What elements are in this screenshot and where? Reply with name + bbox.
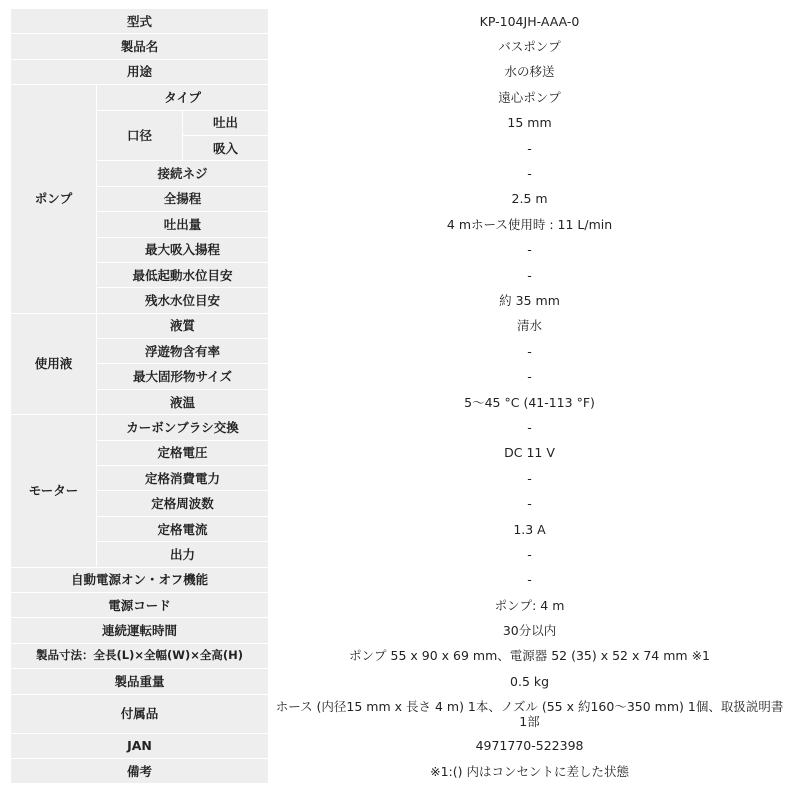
table-row (11, 643, 791, 668)
discharge-label: 吐出 (183, 110, 269, 135)
frequency-value: - (269, 491, 791, 516)
remarks-label: 備考 (11, 758, 269, 783)
total-head-label: 全揚程 (97, 186, 269, 211)
table-row (11, 9, 791, 34)
diameter-label: 口径 (97, 110, 183, 161)
frequency-label: 定格周波数 (97, 491, 269, 516)
weight-value: 0.5 kg (269, 669, 791, 694)
liquid-quality-value: 清水 (269, 313, 791, 338)
max-solid-label: 最大固形物サイズ (97, 364, 269, 389)
current-label: 定格電流 (97, 516, 269, 541)
discharge-value: 15 mm (269, 110, 791, 135)
thread-label: 接続ネジ (97, 161, 269, 186)
suspended-label: 浮遊物含有率 (97, 339, 269, 364)
table-row (11, 694, 791, 733)
weight-label: 製品重量 (11, 669, 269, 694)
table-row (11, 288, 791, 313)
table-row (11, 618, 791, 643)
residual-level-label: 残水水位目安 (97, 288, 269, 313)
liquid-quality-label: 液質 (97, 313, 269, 338)
jan-label: JAN (11, 733, 269, 758)
min-start-level-value: - (269, 262, 791, 287)
table-row (11, 237, 791, 262)
suspended-value: - (269, 339, 791, 364)
brush-value: - (269, 415, 791, 440)
model-label: 型式 (11, 9, 269, 34)
product-name-value: バスポンプ (269, 34, 791, 59)
table-row (11, 758, 791, 783)
flow-label: 吐出量 (97, 212, 269, 237)
table-row (11, 313, 791, 338)
liquid-group-label: 使用液 (11, 313, 97, 415)
suction-value: - (269, 135, 791, 160)
accessories-value: ホース (内径15 mm x 長さ 4 m) 1本、ノズル (55 x 約160〜350 mm) 1個、取扱説明書 1部 (269, 694, 791, 733)
max-solid-value: - (269, 364, 791, 389)
auto-power-label: 自動電源オン・オフ機能 (11, 567, 269, 592)
residual-level-value: 約 35 mm (269, 288, 791, 313)
continuous-value: 30分以内 (269, 618, 791, 643)
table-row (11, 212, 791, 237)
table-row (11, 59, 791, 84)
output-label: 出力 (97, 542, 269, 567)
model-value: KP-104JH-AAA-0 (269, 9, 791, 34)
table-row (11, 733, 791, 758)
max-suction-value: - (269, 237, 791, 262)
table-row (11, 389, 791, 414)
table-row (11, 364, 791, 389)
table-row (11, 466, 791, 491)
usage-label: 用途 (11, 59, 269, 84)
table-row (11, 339, 791, 364)
current-value: 1.3 A (269, 516, 791, 541)
thread-value: - (269, 161, 791, 186)
product-name-label: 製品名 (11, 34, 269, 59)
table-row (11, 567, 791, 592)
temperature-label: 液温 (97, 389, 269, 414)
power-label: 定格消費電力 (97, 466, 269, 491)
voltage-label: 定格電圧 (97, 440, 269, 465)
accessories-label: 付属品 (11, 694, 269, 733)
dimensions-label: 製品寸法：全長(L)×全幅(W)×全高(H) (11, 643, 269, 668)
continuous-label: 連続運転時間 (11, 618, 269, 643)
voltage-value: DC 11 V (269, 440, 791, 465)
table-row (11, 491, 791, 516)
pump-group-label: ポンプ (11, 85, 97, 314)
power-cord-value: ポンプ: 4 m (269, 592, 791, 617)
spec-table (10, 8, 791, 784)
power-value: - (269, 466, 791, 491)
table-row (11, 262, 791, 287)
table-row (11, 415, 791, 440)
table-row (11, 440, 791, 465)
max-suction-label: 最大吸入揚程 (97, 237, 269, 262)
output-value: - (269, 542, 791, 567)
motor-group-label: モーター (11, 415, 97, 567)
jan-value: 4971770-522398 (269, 733, 791, 758)
table-row (11, 110, 791, 135)
flow-value: 4 mホース使用時 : 11 L/min (269, 212, 791, 237)
pump-type-label: タイプ (97, 85, 269, 110)
total-head-value: 2.5 m (269, 186, 791, 211)
auto-power-value: - (269, 567, 791, 592)
suction-label: 吸入 (183, 135, 269, 160)
min-start-level-label: 最低起動水位目安 (97, 262, 269, 287)
table-row (11, 34, 791, 59)
brush-label: カーボンブラシ交換 (97, 415, 269, 440)
table-row (11, 669, 791, 694)
remarks-value: ※1:() 内はコンセントに差した状態 (269, 758, 791, 783)
table-row (11, 542, 791, 567)
pump-type-value: 遠心ポンプ (269, 85, 791, 110)
power-cord-label: 電源コード (11, 592, 269, 617)
table-row (11, 516, 791, 541)
usage-value: 水の移送 (269, 59, 791, 84)
table-row (11, 161, 791, 186)
table-row (11, 85, 791, 110)
dimensions-value: ポンプ 55 x 90 x 69 mm、電源器 52 (35) x 52 x 74 mm ※1 (269, 643, 791, 668)
temperature-value: 5〜45 °C (41-113 °F) (269, 389, 791, 414)
table-row (11, 592, 791, 617)
table-row (11, 186, 791, 211)
